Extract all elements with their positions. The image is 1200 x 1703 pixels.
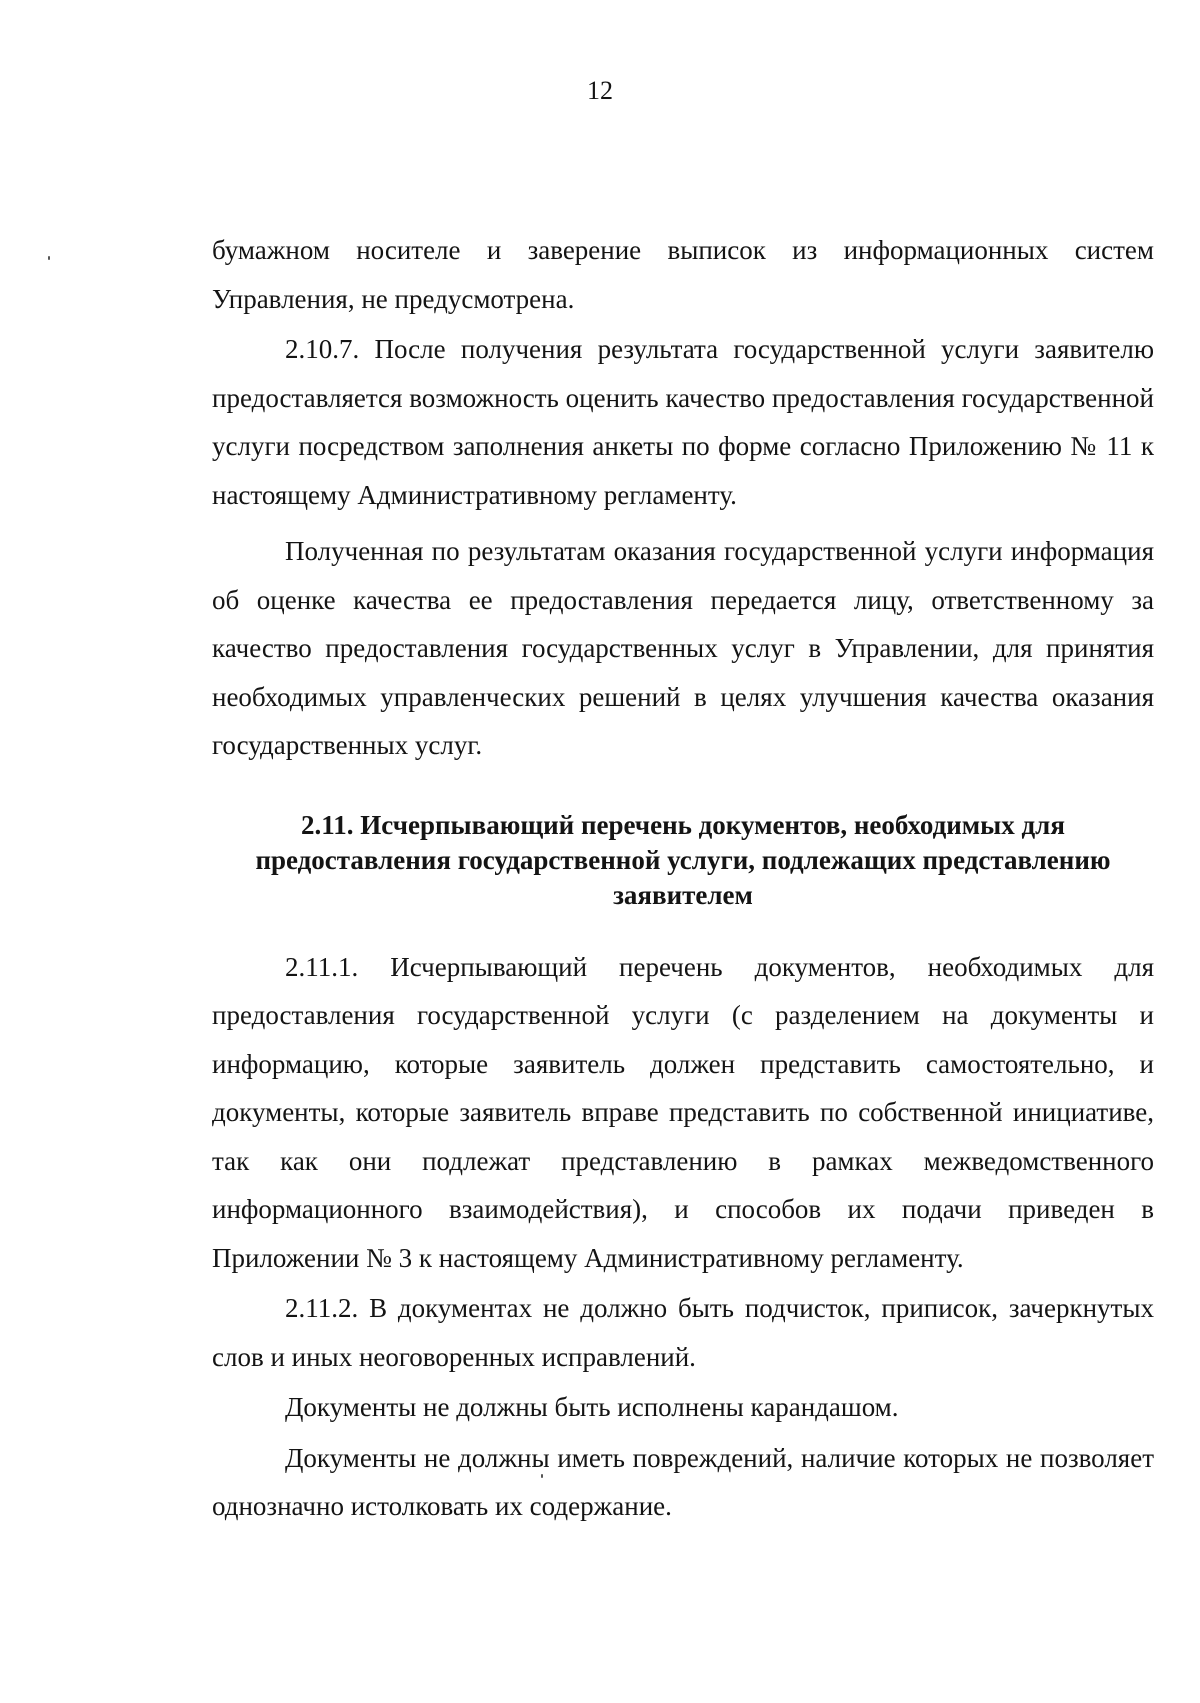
section-heading-line: 2.11. Исчерпывающий перечень документов, необходимых для — [301, 809, 1065, 840]
scan-speck — [48, 256, 50, 260]
paragraph-quality-info: Полученная по результатам оказания государственной услуги информация об оценке качества ее предоставления передается лицу, ответственному за качество предоставления государственных услуг в Управлении, для принятия необходимых управленческих решений в целях улучшения качества оказания государственных услуг. — [212, 536, 1154, 760]
paragraph-2-11-2: 2.11.2. В документах не должно быть подчисток, приписок, зачеркнутых слов и иных неоговоренных исправлений. — [212, 1293, 1154, 1372]
document-body — [212, 226, 1154, 1531]
section-heading-line: предоставления государственной услуги, подлежащих представлению — [255, 844, 1111, 875]
page-number: 12 — [587, 76, 613, 105]
paragraph-2-11-1: 2.11.1. Исчерпывающий перечень документов, необходимых для предоставления государственной услуги (с разделением на документы и информацию, которые заявитель должен представить самостоятельно, и документы, которые заявитель вправе представить по собственной инициативе, так как они подлежат представлению в рамках межведомственного информационного взаимодействия), и способов их подачи приведен в Приложении № 3 к настоящему Административному регламенту. — [212, 951, 1154, 1273]
paragraph-2-10-7: 2.10.7. После получения результата государственной услуги заявителю предоставляется возможность оценить качество предоставления государственной услуги посредством заполнения анкеты по форме согласно Приложению № 11 к настоящему Административному регламенту. — [212, 334, 1154, 510]
section-heading-2-11 — [212, 808, 1154, 913]
section-heading-line: заявителем — [613, 879, 753, 910]
paragraph-no-pencil: Документы не должны быть исполнены карандашом. — [285, 1392, 899, 1422]
paragraph-continuation: бумажном носителе и заверение выписок из информационных систем Управления, не предусмотрена. — [212, 235, 1154, 314]
paragraph-no-damage: Документы не должны иметь повреждений, наличие которых не позволяет однозначно истолковать их содержание. — [212, 1442, 1154, 1521]
